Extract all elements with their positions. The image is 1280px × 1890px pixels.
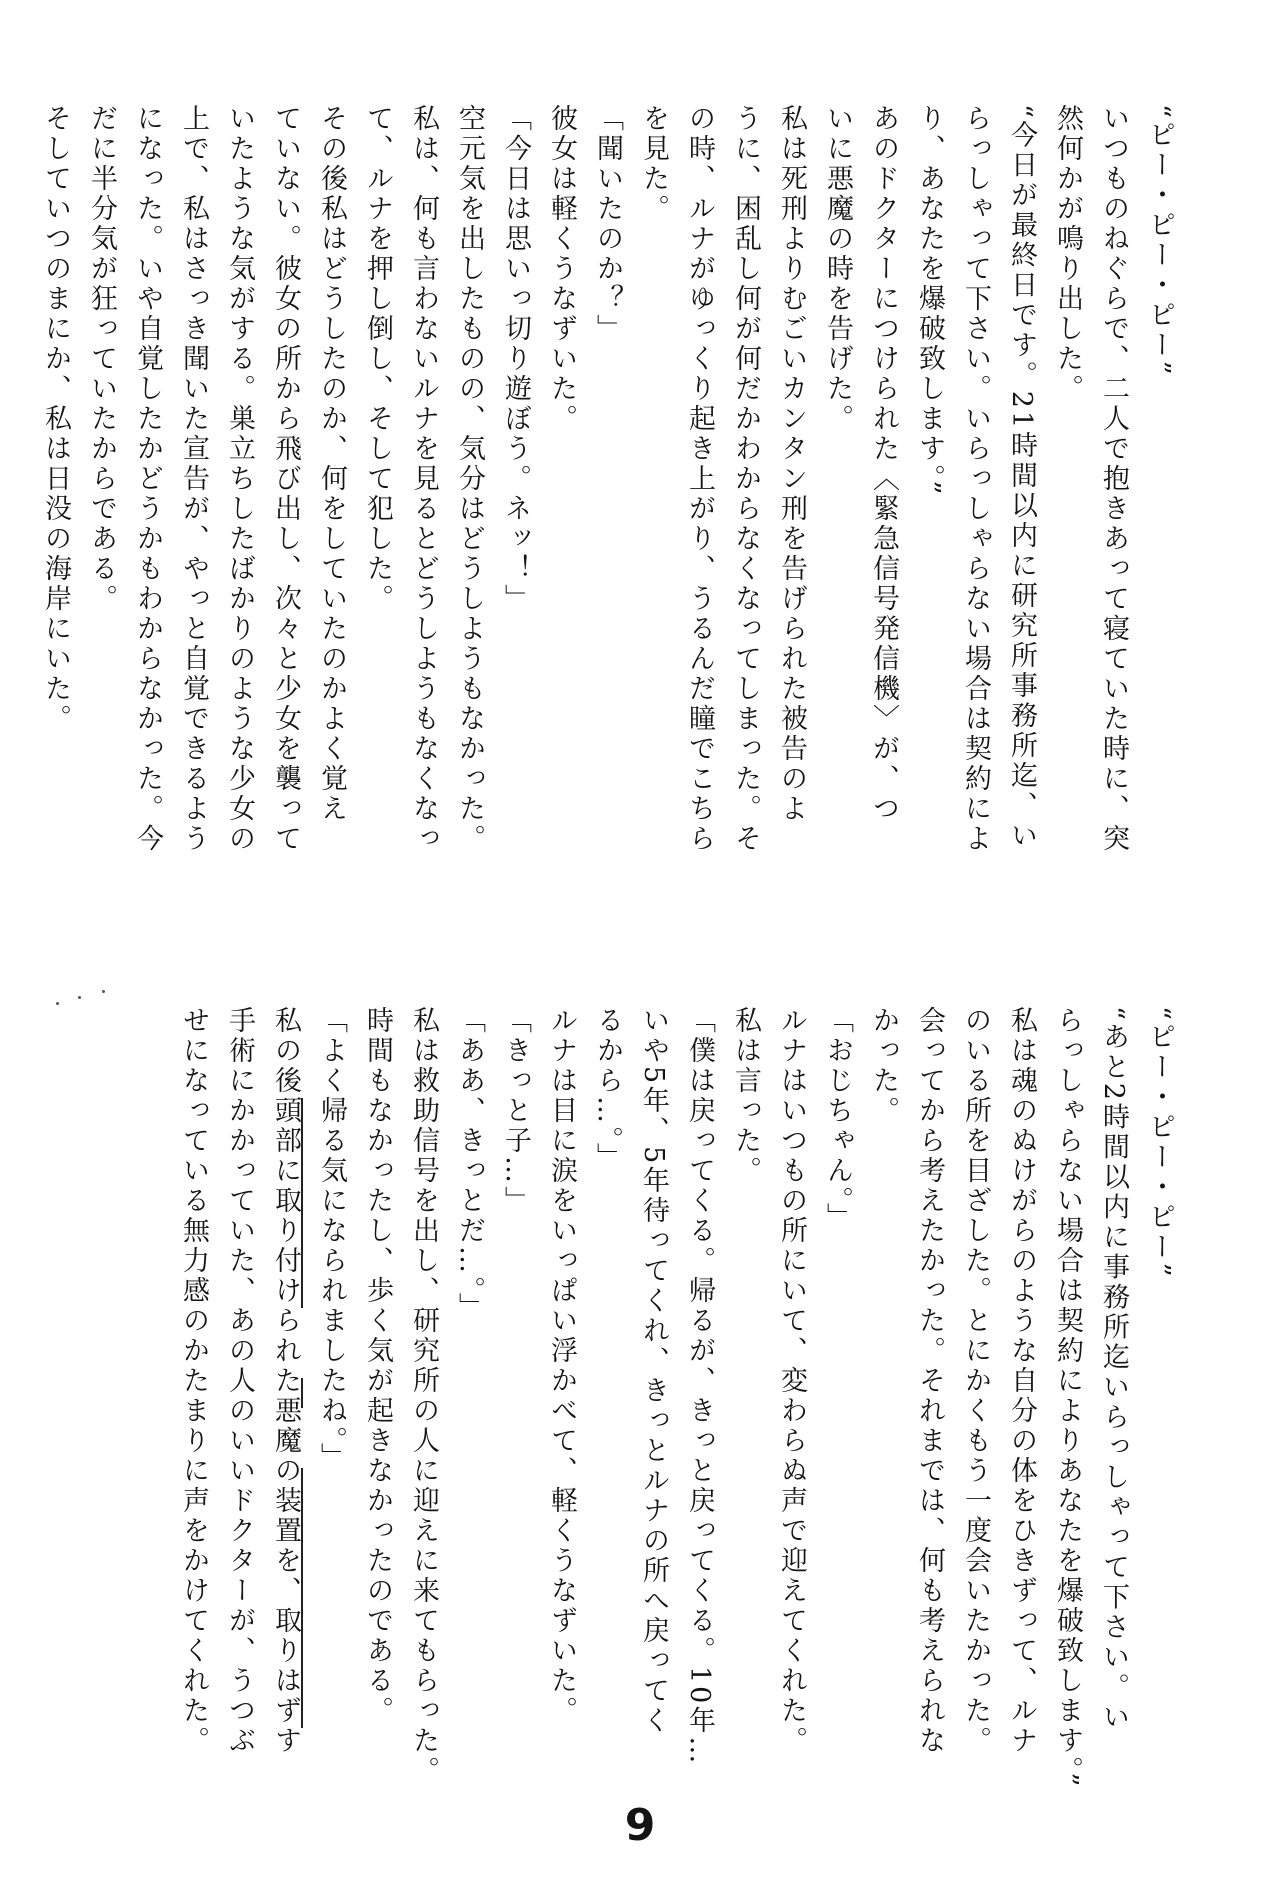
scene-break-divider	[300, 1098, 303, 1738]
text-line: あのドクターにつけられた〈緊急信号発信機〉が、つ	[868, 104, 899, 824]
text-line: 「聞いたのか？」	[592, 104, 623, 344]
text-line: 上で、私はさっき聞いた宣告が、やっと自覚できるよう	[178, 104, 209, 854]
text-line: り、あなたを爆破致します。”	[914, 104, 945, 498]
text-line: 「僕は戻ってくる。帰るが、きっと戻ってくる。10年…	[684, 1006, 715, 1767]
text-line: ルナは目に涙をいっぱい浮かべて、軽くうなずいた。	[546, 1006, 577, 1726]
text-line: 私は救助信号を出し、研究所の人に迎えに来てもらった。	[408, 1006, 439, 1786]
text-line: るから…。」	[592, 1006, 623, 1173]
text-line: いたような気がする。巣立ちしたばかりのような少女の	[224, 104, 255, 854]
text-line: 私の後頭部に取り付けられた悪魔の装置を、取りはずす	[270, 1006, 301, 1756]
text-line: 「きっと子…」	[500, 1006, 531, 1216]
text-line: いや5年、5年待ってくれ、きっとルナの所へ戻ってく	[638, 1006, 669, 1737]
text-line: 会ってから考えたかった。それまでは、何も考えられな	[914, 1006, 945, 1756]
text-line: “今日が最終日です。21時間以内に研究所事務所迄、い	[1006, 104, 1037, 852]
page-number: 9	[624, 1800, 656, 1851]
text-line: 私は言った。	[730, 1006, 761, 1186]
text-line: 「今日は思いっ切り遊ぼう。ネッ！」	[500, 104, 531, 614]
text-line: 私は死刑よりむごいカンタン刑を告げられた被告のよ	[776, 104, 807, 824]
text-line: うに、困乱し何が何だかわからなくなってしまった。そ	[730, 104, 761, 854]
text-line: だに半分気が狂っていたからである。	[86, 104, 117, 614]
text-line: “あと2時間以内に事務所迄いらっしゃって下さい。い	[1098, 1006, 1129, 1733]
text-line: その後私はどうしたのか、何をしていたのかよく覚え	[316, 104, 347, 824]
text-line: そしていつのまにか、私は日没の海岸にいた。	[40, 104, 71, 734]
text-line: らっしゃらない場合は契約によりあなたを爆破致します。”	[1052, 1006, 1083, 1790]
text-line: いつものねぐらで、二人で抱きあって寝ていた時に、突	[1098, 104, 1129, 854]
text-line: て、ルナを押し倒し、そして犯した。	[362, 104, 393, 614]
text-line: ていない。彼女の所から飛び出し、次々と少女を襲って	[270, 104, 301, 854]
text-line: ルナはいつもの所にいて、変わらぬ声で迎えてくれた。	[776, 1006, 807, 1756]
text-line: 私は、何も言わないルナを見るとどうしようもなくなっ	[408, 104, 439, 854]
text-line: 彼女は軽くうなずいた。	[546, 104, 577, 434]
text-line: らっしゃって下さい。いらっしゃらない場合は契約によ	[960, 104, 991, 854]
text-line: 手術にかかっていた、あの人のいいドクターが、うつぶ	[224, 1006, 255, 1756]
text-line: のいる所を目ざした。とにかくもう一度会いたかった。	[960, 1006, 991, 1756]
text-line: いに悪魔の時を告げた。	[822, 104, 853, 434]
text-line: を見た。	[638, 104, 669, 224]
top-text-block	[32, 104, 1182, 1004]
text-line: かった。	[868, 1006, 899, 1126]
text-line: 私は魂のぬけがらのような自分の体をひきずって、ルナ	[1006, 1006, 1037, 1756]
text-line: 「ああ、きっとだ…。」	[454, 1006, 485, 1323]
text-line: の時、ルナがゆっくり起き上がり、うるんだ瞳でこちら	[684, 104, 715, 854]
text-line: 時間もなかったし、歩く気が起きなかったのである。	[362, 1006, 393, 1726]
ink-speck	[102, 990, 105, 993]
text-line: 然何かが鳴り出した。	[1052, 104, 1083, 404]
text-line: “ピー・ピー・ピー”	[1144, 104, 1175, 378]
ink-speck	[78, 996, 81, 999]
bottom-text-block	[170, 1006, 1182, 1806]
text-line: “ピー・ピー・ピー”	[1144, 1006, 1175, 1280]
text-line: せになっている無力感のかたまりに声をかけてくれた。	[178, 1006, 209, 1756]
text-line: 「おじちゃん。」	[822, 1006, 853, 1233]
text-line: 空元気を出したものの、気分はどうしようもなかった。	[454, 104, 485, 854]
ink-speck	[56, 1002, 59, 1005]
text-line: になった。いや自覚したかどうかもわからなかった。今	[132, 104, 163, 854]
text-line: 「よく帰る気になられましたね。」	[316, 1006, 347, 1473]
